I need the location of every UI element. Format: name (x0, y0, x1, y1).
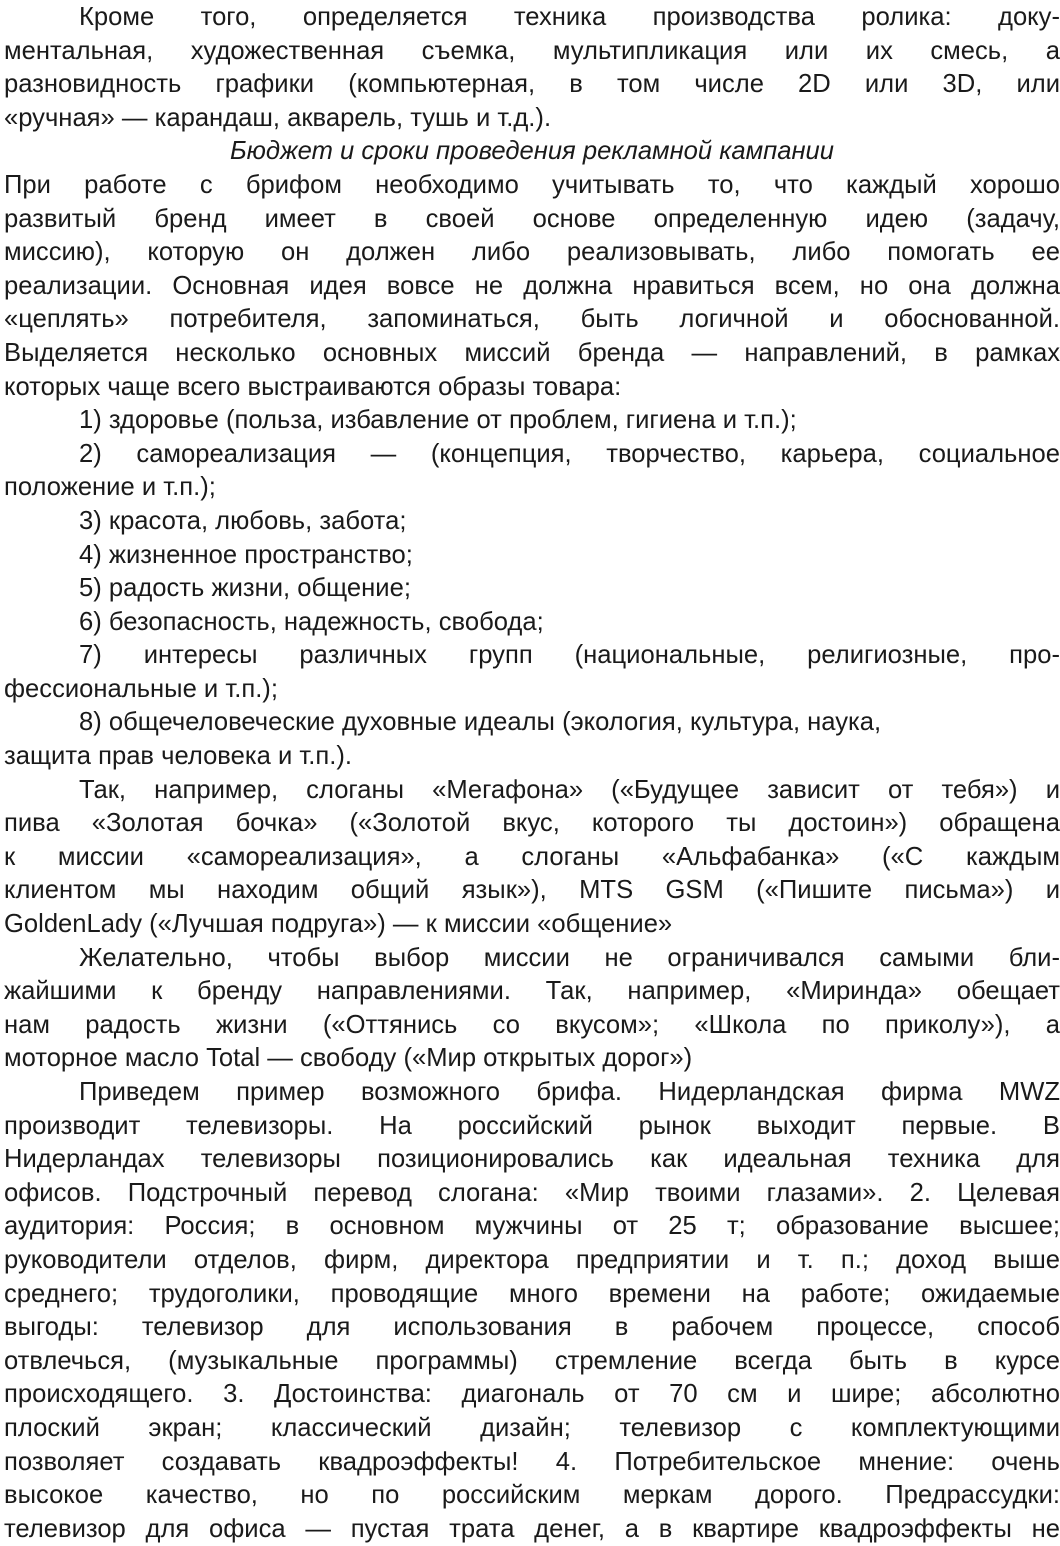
text-line: плоский экран; классический дизайн; телевизор с комплектующими (4, 1413, 1060, 1442)
text-line: «ручная» — карандаш, акварель, тушь и т.д.). (4, 103, 552, 132)
text-line: которых чаще всего выстраиваются образы товара: (4, 372, 622, 401)
text-line: производит телевизоры. На российский рынок выходит первые. В (4, 1111, 1060, 1140)
text-line: разновидность графики (компьютерная, в том числе 2D или 3D, или (4, 70, 1060, 99)
body-text (4, 1, 1060, 1546)
text-line: ментальная, художественная съемка, мультипликация или их смесь, а (4, 36, 1060, 65)
text-line: 8) общечеловеческие духовные идеалы (экология, культура, наука, (79, 708, 882, 737)
text-line: 2) самореализация — (концепция, творчество, карьера, социальное (79, 439, 1060, 468)
text-line: жайшими к бренду направлениями. Так, например, «Миринда» обещает (4, 977, 1060, 1006)
text-line: 1) здоровье (польза, избавление от проблем, гигиена и т.п.); (79, 406, 797, 435)
text-line: Выделяется несколько основных миссий бренда — направлений, в рамках (4, 338, 1060, 367)
text-line: к миссии «самореализация», а слоганы «Альфабанка» («С каждым (4, 842, 1060, 871)
text-line: развитый бренд имеет в своей основе определенную идею (задачу, (4, 204, 1060, 233)
text-line: Кроме того, определяется техника производства ролика: доку- (79, 3, 1060, 31)
text-line: происходящего. 3. Достоинства: диагональ от 70 см и шире; абсолютно (4, 1380, 1060, 1409)
text-line: высокое качество, но по российским меркам дорого. Предрассудки: (4, 1481, 1060, 1510)
text-line: моторное масло Total — свободу («Мир открытых дорог») (4, 1044, 693, 1073)
text-line: «цеплять» потребителя, запоминаться, быть логичной и обоснованной. (4, 305, 1060, 334)
text-line: защита прав человека и т.п.). (4, 742, 352, 771)
text-line: отвлечься, (музыкальные программы) стремление всегда быть в курсе (4, 1346, 1060, 1375)
text-line: 6) безопасность, надежность, свобода; (79, 607, 544, 636)
text-line: аудитория: Россия; в основном мужчины от 25 т; образование высшее; (4, 1212, 1060, 1241)
text-line: среднего; трудоголики, проводящие много времени на работе; ожидаемые (4, 1279, 1060, 1308)
text-line: телевизор для офиса — пустая трата денег, а в квартире квадроэффекты не (4, 1514, 1060, 1543)
text-line: 3) красота, любовь, забота; (79, 506, 407, 535)
text-line: Желательно, чтобы выбор миссии не ограничивался самыми бли- (79, 943, 1060, 972)
text-line: 7) интересы различных групп (национальные, религиозные, про- (79, 641, 1060, 670)
text-line: пива «Золотая бочка» («Золотой вкус, которого ты достоин») обращена (4, 809, 1060, 838)
text-line: позволяет создавать квадроэффекты! 4. Потребительское мнение: очень (4, 1447, 1060, 1476)
text-line: фессиональные и т.п.); (4, 674, 278, 703)
text-line: руководители отделов, фирм, директора предприятии и т. п.; доход выше (4, 1245, 1060, 1274)
text-line: 5) радость жизни, общение; (79, 574, 411, 603)
text-line: миссию), которую он должен либо реализовывать, либо помогать ее (4, 238, 1060, 267)
text-line: выгоды: телевизор для использования в рабочем процессе, способ (4, 1313, 1060, 1342)
text-line: Нидерландах телевизоры позиционировались как идеальная техника для (4, 1145, 1060, 1174)
text-line: Приведем пример возможного брифа. Нидерландская фирма MWZ (79, 1078, 1060, 1106)
text-line: клиентом мы находим общий язык»), MTS GSM («Пишите письма») и (4, 876, 1060, 905)
text-line: нам радость жизни («Оттянись со вкусом»; «Школа по приколу»), а (4, 1010, 1060, 1039)
text-line: 4) жизненное пространство; (79, 540, 413, 569)
text-line: GoldenLady («Лучшая подруга») — к миссии «общение» (4, 910, 673, 939)
text-line: положение и т.п.); (4, 473, 216, 502)
text-line: Так, например, слоганы «Мегафона» («Будущее зависит от тебя») и (79, 775, 1060, 804)
text-line: При работе с брифом необходимо учитывать то, что каждый хорошо (4, 170, 1060, 199)
text-line: офисов. Подстрочный перевод слогана: «Мир твоими глазами». 2. Целевая (4, 1178, 1060, 1207)
section-heading: Бюджет и сроки проведения рекламной кампании (229, 137, 834, 166)
text-line: реализации. Основная идея вовсе не должна нравиться всем, но она должна (4, 271, 1060, 300)
